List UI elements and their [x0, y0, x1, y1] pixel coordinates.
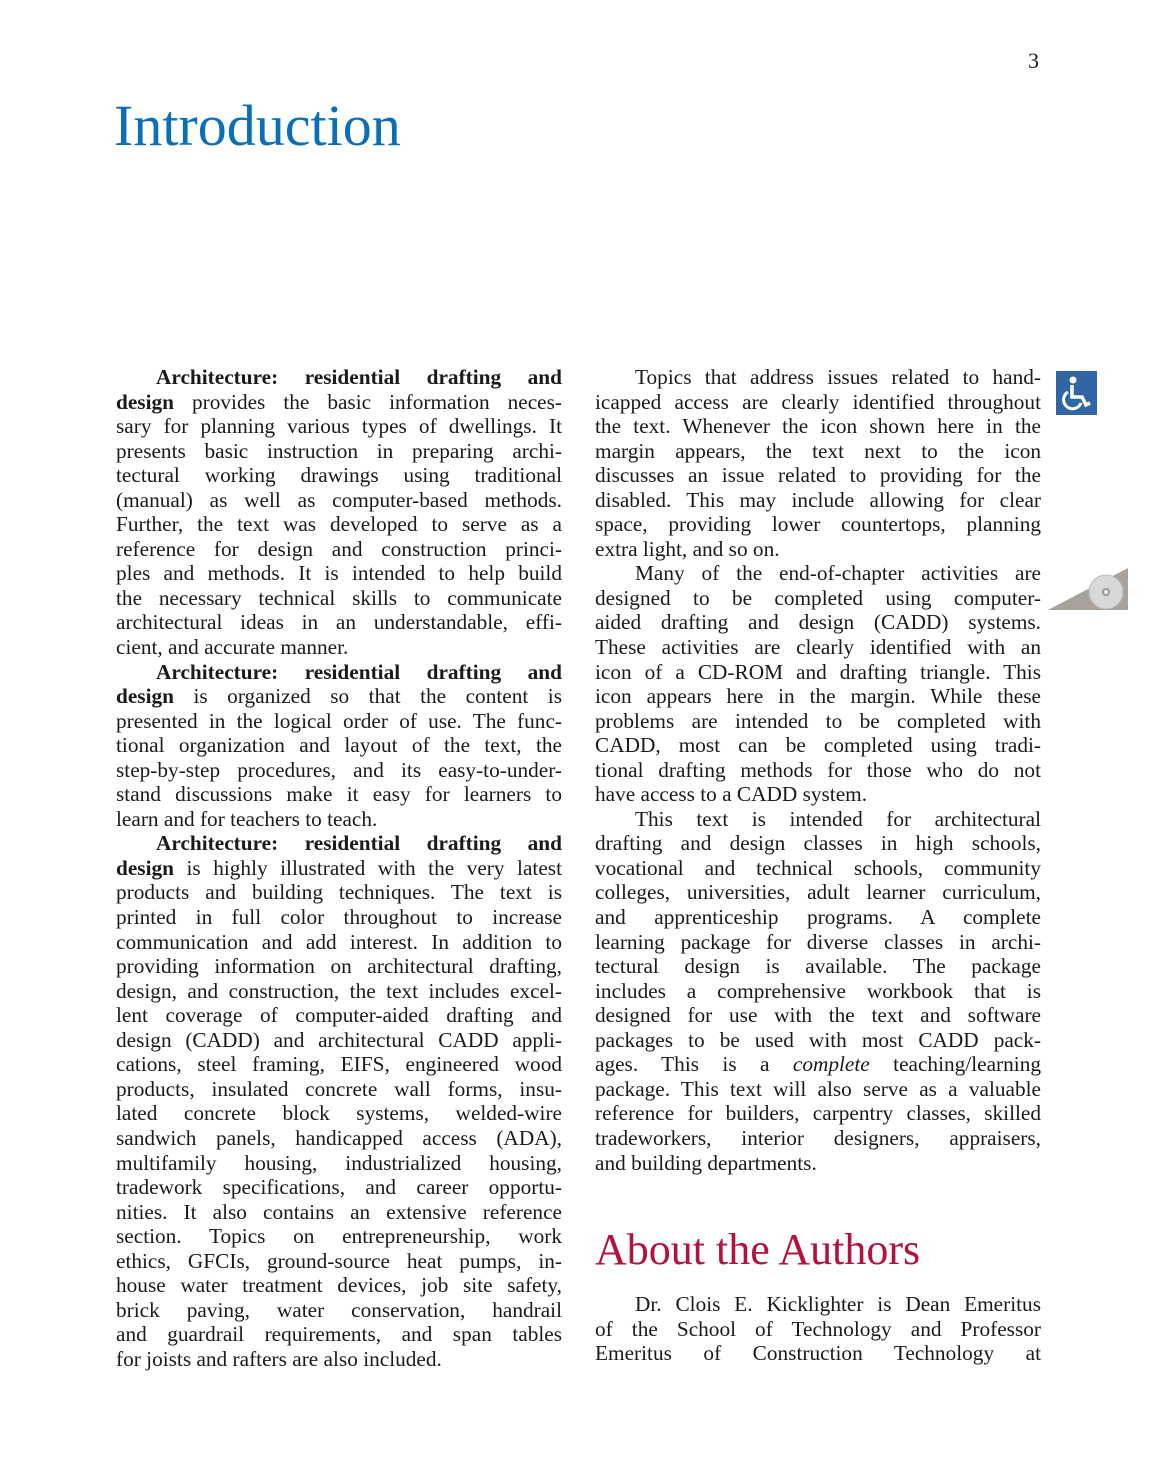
text-line: [116, 709, 562, 734]
text-line: [116, 1126, 562, 1151]
text-segment: nities. It also contains an extensive reference: [116, 1199, 562, 1224]
text-segment: icon appears here in the margin. While these: [595, 684, 1041, 709]
text-line: [116, 954, 562, 979]
text-line: [595, 1126, 1041, 1151]
text-line: [595, 709, 1041, 734]
text-segment: cient, and accurate manner.: [116, 635, 349, 660]
text-line: [595, 1003, 1041, 1028]
text-segment: disabled. This may include allowing for clear: [595, 487, 1041, 512]
text-line: [116, 390, 562, 415]
text-line: [595, 880, 1041, 905]
text-segment: multifamily housing, industrialized housing,: [116, 1150, 562, 1175]
text-line: [116, 463, 562, 488]
text-segment: learn and for teachers to teach.: [116, 806, 378, 831]
text-segment: icon of a CD-ROM and drafting triangle. This: [595, 659, 1041, 684]
text-line: [116, 561, 562, 586]
text-segment: presented in the logical order of use. The func-: [116, 708, 562, 733]
text-segment: reference for builders, carpentry classes, skilled: [595, 1101, 1041, 1126]
text-line: [116, 1077, 562, 1102]
text-line: [116, 905, 562, 930]
text-segment: designed for use with the text and software: [595, 1003, 1041, 1028]
text-line: [116, 1028, 562, 1053]
text-segment: design, and construction, the text includes excel-: [116, 978, 562, 1003]
text-segment: extra light, and so on.: [595, 536, 780, 561]
text-segment: and apprenticeship programs. A complete: [595, 905, 1041, 930]
text-segment: Emeritus of Construction Technology at: [595, 1341, 1041, 1366]
text-segment: Dr. Clois E. Kicklighter is Dean Emeritus: [635, 1292, 1041, 1316]
text-line: [595, 390, 1041, 415]
text-line: [116, 684, 562, 709]
cd-rom-triangle-icon: [1048, 566, 1128, 612]
text-line: [595, 512, 1041, 537]
text-segment: is organized so that the content is: [174, 684, 562, 709]
italic-text: complete: [792, 1052, 870, 1077]
text-segment: CADD, most can be completed using tradi-: [595, 733, 1041, 758]
text-line: [116, 1273, 562, 1298]
text-segment: ples and methods. It is intended to help build: [116, 561, 562, 586]
page-title: Introduction: [114, 93, 401, 158]
text-line: [595, 979, 1041, 1004]
text-segment: printed in full color throughout to increase: [116, 905, 562, 930]
text-segment: space, providing lower countertops, planning: [595, 512, 1041, 537]
text-line: [595, 610, 1041, 635]
text-line: [595, 905, 1041, 930]
text-segment: includes a comprehensive workbook that is: [595, 978, 1041, 1003]
text-line: [595, 561, 1041, 586]
text-segment: Many of the end-of-chapter activities are: [635, 561, 1041, 586]
text-segment: Topics that address issues related to hand-: [635, 365, 1041, 389]
bold-text: Architecture: residential drafting and: [156, 659, 562, 684]
text-line: [595, 1292, 1041, 1317]
text-segment: stand discussions make it easy for learners to: [116, 782, 562, 807]
text-line: [116, 930, 562, 955]
bold-text: design: [116, 389, 174, 414]
text-line: [595, 684, 1041, 709]
text-segment: These activities are clearly identified with an: [595, 635, 1041, 660]
text-segment: lent coverage of computer-aided drafting and: [116, 1003, 562, 1028]
text-line: [595, 782, 1041, 807]
text-segment: have access to a CADD system.: [595, 782, 868, 807]
bold-text: Architecture: residential drafting and: [156, 831, 562, 856]
text-segment: colleges, universities, adult learner curriculum,: [595, 880, 1041, 905]
text-segment: drafting and design classes in high schools,: [595, 831, 1041, 856]
text-line: [595, 1077, 1041, 1102]
text-line: [116, 1249, 562, 1274]
text-line: [116, 807, 562, 832]
text-segment: is highly illustrated with the very latest: [174, 855, 562, 880]
text-segment: communication and add interest. In addition to: [116, 929, 562, 954]
text-segment: house water treatment devices, job site safety,: [116, 1273, 562, 1298]
text-segment: presents basic instruction in preparing archi-: [116, 438, 562, 463]
text-segment: cations, steel framing, EIFS, engineered wood: [116, 1052, 562, 1077]
text-segment: tectural working drawings using traditional: [116, 463, 562, 488]
text-line: [116, 1052, 562, 1077]
text-line: [595, 733, 1041, 758]
text-line: [595, 1028, 1041, 1053]
text-line: [595, 586, 1041, 611]
left-column: [116, 365, 562, 1371]
text-line: [595, 954, 1041, 979]
text-line: [116, 512, 562, 537]
text-segment: discusses an issue related to providing for the: [595, 463, 1041, 488]
right-column: [595, 365, 1041, 1175]
text-line: [116, 635, 562, 660]
text-line: [116, 979, 562, 1004]
text-line: [116, 610, 562, 635]
text-line: [595, 414, 1041, 439]
text-segment: provides the basic information neces-: [174, 389, 562, 414]
bold-text: design: [116, 855, 174, 880]
text-segment: tional organization and layout of the text, the: [116, 733, 562, 758]
text-line: [595, 1151, 1041, 1176]
text-line: [116, 1322, 562, 1347]
text-segment: tional drafting methods for those who do not: [595, 757, 1041, 782]
text-line: [116, 1200, 562, 1225]
text-line: [116, 365, 562, 390]
text-segment: products and building techniques. The text is: [116, 880, 562, 905]
about-authors-heading: About the Authors: [595, 1225, 921, 1274]
text-segment: vocational and technical schools, community: [595, 855, 1041, 880]
text-segment: providing information on architectural drafting,: [116, 954, 562, 979]
text-line: [116, 1175, 562, 1200]
text-line: [595, 463, 1041, 488]
text-line: [595, 1317, 1041, 1342]
bold-text: Architecture: residential drafting and: [156, 365, 562, 389]
text-segment: aided drafting and design (CADD) systems.: [595, 610, 1041, 635]
text-segment: icapped access are clearly identified throughout: [595, 389, 1041, 414]
text-line: [116, 537, 562, 562]
text-segment: teaching/learning: [869, 1052, 1041, 1077]
text-line: [116, 733, 562, 758]
text-line: [595, 856, 1041, 881]
text-segment: architectural ideas in an understandable, effi-: [116, 610, 562, 635]
text-line: [595, 660, 1041, 685]
text-line: [595, 635, 1041, 660]
text-line: [116, 758, 562, 783]
text-segment: tradework specifications, and career opportu-: [116, 1175, 562, 1200]
text-line: [116, 1224, 562, 1249]
text-segment: brick paving, water conservation, handrail: [116, 1297, 562, 1322]
text-segment: Further, the text was developed to serve as a: [116, 512, 562, 537]
text-line: [595, 1101, 1041, 1126]
text-line: [116, 1101, 562, 1126]
text-line: [116, 856, 562, 881]
text-line: [595, 1341, 1041, 1366]
text-line: [595, 831, 1041, 856]
text-segment: the necessary technical skills to communicate: [116, 585, 562, 610]
text-line: [116, 1151, 562, 1176]
authors-column: [595, 1292, 1041, 1366]
text-line: [595, 365, 1041, 390]
text-segment: for joists and rafters are also included.: [116, 1346, 442, 1371]
text-segment: ages. This is a: [595, 1052, 793, 1077]
text-line: [116, 1347, 562, 1372]
text-segment: (manual) as well as computer-based methods.: [116, 487, 562, 512]
text-segment: designed to be completed using computer-: [595, 585, 1041, 610]
text-line: [116, 1298, 562, 1323]
text-line: [595, 488, 1041, 513]
text-segment: and guardrail requirements, and span tables: [116, 1322, 562, 1347]
text-line: [116, 488, 562, 513]
text-line: [116, 586, 562, 611]
text-line: [116, 414, 562, 439]
text-line: [116, 660, 562, 685]
text-line: [595, 439, 1041, 464]
text-segment: lated concrete block systems, welded-wire: [116, 1101, 562, 1126]
text-line: [116, 439, 562, 464]
text-segment: sary for planning various types of dwellings. It: [116, 414, 562, 439]
text-segment: products, insulated concrete wall forms, insu-: [116, 1076, 562, 1101]
text-line: [595, 1052, 1041, 1077]
text-segment: sandwich panels, handicapped access (ADA),: [116, 1125, 562, 1150]
text-segment: tectural design is available. The package: [595, 954, 1041, 979]
bold-text: design: [116, 684, 174, 709]
text-segment: reference for design and construction princi-: [116, 536, 562, 561]
text-segment: tradeworkers, interior designers, appraisers,: [595, 1125, 1041, 1150]
page-number: 3: [1028, 48, 1039, 73]
text-segment: learning package for diverse classes in archi-: [595, 929, 1041, 954]
text-segment: problems are intended to be completed with: [595, 708, 1041, 733]
text-segment: package. This text will also serve as a valuable: [595, 1076, 1041, 1101]
wheelchair-icon: [1056, 371, 1097, 415]
text-segment: This text is intended for architectural: [635, 806, 1041, 831]
text-line: [595, 537, 1041, 562]
text-segment: ethics, GFCIs, ground-source heat pumps, in-: [116, 1248, 562, 1273]
text-line: [595, 758, 1041, 783]
text-segment: margin appears, the text next to the icon: [595, 438, 1041, 463]
text-line: [116, 1003, 562, 1028]
text-segment: and building departments.: [595, 1150, 817, 1175]
text-line: [116, 880, 562, 905]
text-segment: the text. Whenever the icon shown here in the: [595, 414, 1041, 439]
text-segment: design (CADD) and architectural CADD appli-: [116, 1027, 562, 1052]
text-segment: packages to be used with most CADD pack-: [595, 1027, 1041, 1052]
text-segment: section. Topics on entrepreneurship, work: [116, 1224, 562, 1249]
text-line: [116, 831, 562, 856]
text-line: [116, 782, 562, 807]
text-line: [595, 807, 1041, 832]
text-line: [595, 930, 1041, 955]
text-segment: step-by-step procedures, and its easy-to-under-: [116, 757, 562, 782]
text-segment: of the School of Technology and Professor: [595, 1316, 1041, 1341]
